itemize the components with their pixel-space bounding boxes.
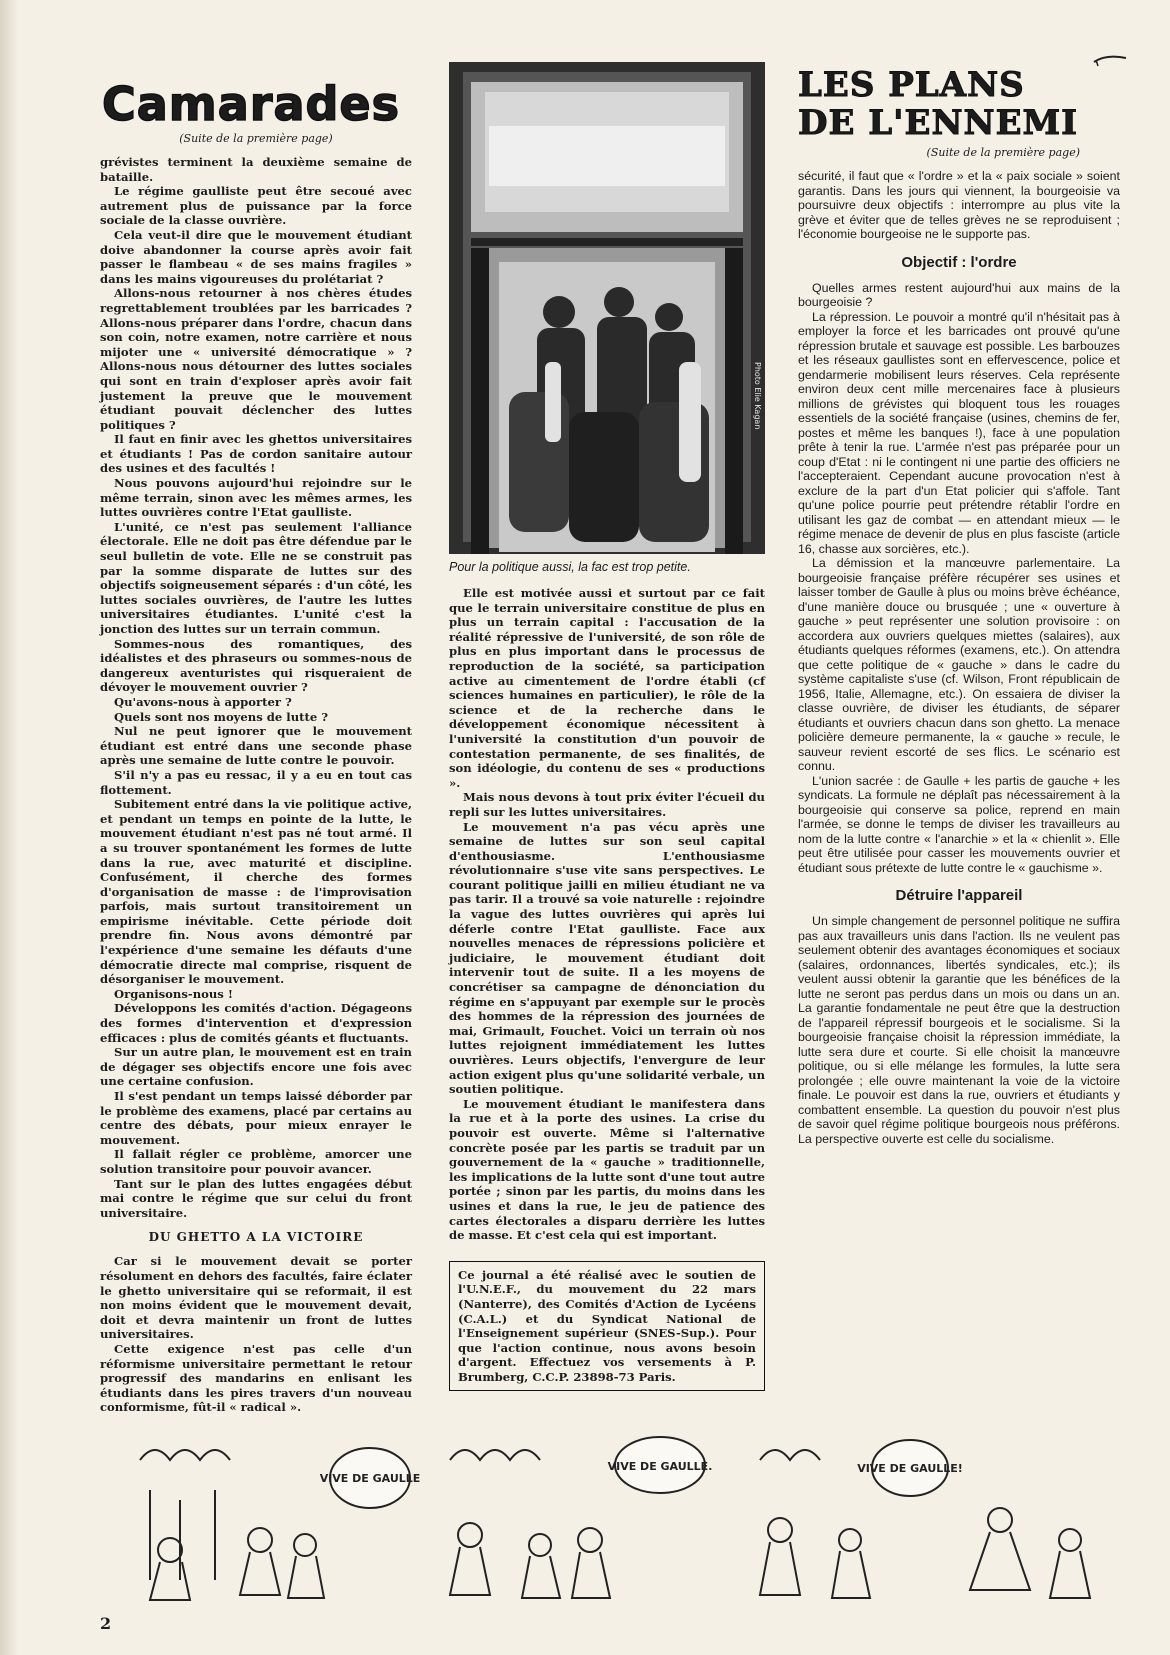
paragraph: Allons-nous retourner à nos chères études regrettablement troublées par les barricades ? Allons-nous préparer dans l'ordre, chacun dans son coin, notre examen, notre carrière et nous mijoter une « université démocratique » ? Allons-nous nous détourner des luttes sociales qui sont en train d'exploser après avoir fait justement la preuve que le mouvement étudiant pouvait déclencher des luttes politiques ?: [100, 286, 412, 432]
article-title-plans: [798, 66, 1120, 142]
photo-illustration: [449, 62, 765, 554]
paragraph: Le régime gaulliste peut être secoué avec autrement plus de puissance par la force sociale de la classe ouvrière.: [100, 184, 412, 228]
funding-notice-box: [449, 1261, 765, 1392]
photo-students-doorway: [449, 62, 765, 554]
funding-notice-text: Ce journal a été réalisé avec le soutien de l'U.N.E.F., du mouvement du 22 mars (Nanterre), des Comités d'Action de Lycéens (C.A.L.) et du Syndicat National de l'Enseignement supérieur (SNES-Sup.). Pour que l'action continue, nous avons besoin d'argent. Effectuez vos versements à P. Brumberg, C.C.P. 23898-73 Paris.: [458, 1267, 756, 1384]
paragraph: Sommes-nous des romantiques, des idéalistes et des phraseurs ou sommes-nous de dangereux aventuristes qui risqueraient de dévoyer le mouvement ouvrier ?: [100, 636, 412, 695]
page-fold-shadow: [0, 0, 18, 1655]
paragraph: L'union sacrée : de Gaulle + les partis de gauche + les syndicats. La formule ne déplaît pas nécessairement à la bourgeoisie qui conserve sa police, reprend en main l'armée, se donne le temps de diviser les travailleurs au nom de la lutte contre « l'anarchie » et la « chienlit ». Elle peut être utilisée pour casser les mouvements ouvrier et étudiant sous prétexte de lutte contre le « gauchisme ».: [798, 773, 1120, 875]
section-heading-objectif: Objectif : l'ordre: [901, 253, 1017, 271]
paragraph: La démission et la manœuvre parlementaire. La bourgeoisie française préfère récupérer ses usines et laisser tomber de Gaulle à plus ou moins brève échéance, d'une manière douce ou brusquée ; une « ouverture à gauche » peut représenter une solution provisoire : on accordera aux ouvriers quelques miettes (salaires), aux étudiants quelques réformes (examens, etc.). On attendra que cette politique de « gauche » dans le cadre du système capitaliste s'use (cf. Wilson, Front républicain de 1956, Italie, Allemagne, etc.). On essaiera de diviser la classe ouvrière, de diviser les étudiants, de séparer étudiants et ouvriers chacun dans son ghetto. La menace policière demeure permanente, la « gauche » recule, le sauveur revient escorté de ses flics. Le scénario est connu.: [798, 556, 1120, 773]
paragraph: Un simple changement de personnel politique ne suffira pas aux travailleurs unis dans l'action. Ils ne veulent pas seulement obtenir des avantages économiques et sociaux (salaires, ordonnances, libertés syndicales, etc.); ils veulent aussi obtenir la garantie que les bénéfices de la lutte ne seront pas perdus dans un mois ou dans un an. La garantie fondamentale ne peut être que la destruction de l'appareil répressif bourgeois et le socialisme. Si la bourgeoisie française choisit la répression immédiate, la lutte sera dure et courte. Si elle choisit la manœuvre politique, ou si elle mélange les formules, la lutte sera prolongée ; elle ouvre maintenant la voie de la victoire finale. Le pouvoir est dans la rue, ouvriers et étudiants y combattent ensemble. La question du pouvoir n'est plus de savoir quel régime politique bourgeois nous préférons. La perspective ouverte est celle du socialisme.: [798, 914, 1120, 1146]
cartoon-strip: [120, 1430, 1120, 1610]
paragraph: Quels sont nos moyens de lutte ?: [114, 709, 329, 724]
section-heading-ghetto: DU GHETTO A LA VICTOIRE: [148, 1230, 364, 1245]
paragraph: Le mouvement n'a pas vécu après une semaine de luttes sur son seul capital d'enthousiasme. L'enthousiasme révolutionnaire s'use vite sans perspectives. Le courant politique jailli en milieu étudiant ne va pas tarir. Il a trouvé sa voie naturelle : rejoindre la vague des luttes ouvrières qui après lui déferle contre l'Etat gaulliste. Face aux nouvelles menaces de répressions policière et judiciaire, le mouvement étudiant doit intervenir tout de suite. Il a les moyens de concrétiser sa campagne de dénonciation du régime en s'appuyant par exemple sur le procès des hommes de la répression des journées de mai, Grimault, Fouchet. Voici un terrain où nos luttes rejoignent immédiatement les luttes ouvrières. Leurs objectifs, l'envergure de leur action exigent plus qu'une solidarité verbale, un soutien politique.: [449, 819, 765, 1097]
title-line-1: LES PLANS: [798, 65, 1025, 105]
paragraph: Nul ne peut ignorer que le mouvement étudiant est entré dans une seconde phase après une semaine de lutte contre le pouvoir.: [100, 724, 412, 768]
paragraph: La répression. Le pouvoir a montré qu'il n'hésitait pas à employer la force et les barricades ont prouvé qu'une répression brutale et sauvage est possible. Les barbouzes et les réseaux gaullistes sont en effervescence, police et gendarmerie mobilisent leurs réserves. Cela représente environ deux cent mille mercenaires face à plusieurs millions de grévistes qui bloquent tous les rouages essentiels de la société française (usines, chemins de fer, postes et même les banques !), face à une population prête à tenir la rue. L'armée n'est pas préparée pour un coup d'Etat : ni le contingent ni une partie des officiers ne l'accepteraient. Cependant aucune provocation n'est à exclure de la part d'un Etat policier qui s'affole. Tant qu'une police pourrie peut prétendre rétablir l'ordre en utilisant les gaz de combat — en attendant mieux — le régime menace de devenir de plus en plus fasciste (article 16, chasse aux sorcières, etc.).: [798, 309, 1120, 556]
paragraph: Cela veut-il dire que le mouvement étudiant doive abandonner la course après avoir fait passer le flambeau « de ses mains fragiles » dans les mains vigoureuses du prolétariat ?: [100, 227, 412, 286]
article-body-detruire: [798, 914, 1120, 1146]
paragraph: grévistes terminent la deuxième semaine de bataille.: [100, 155, 412, 184]
paragraph: Il fallait régler ce problème, amorcer une solution transitoire pour pouvoir avancer.: [100, 1147, 412, 1176]
column-camarades: [100, 62, 412, 1415]
paragraph: Quelles armes restent aujourd'hui aux mains de la bourgeoisie ?: [798, 280, 1120, 309]
title-line-2: DE L'ENNEMI: [798, 103, 1079, 143]
continued-note: (Suite de la première page): [926, 146, 1080, 159]
paragraph: Mais nous devons à tout prix éviter l'écueil du repli sur les luttes universitaires.: [449, 790, 765, 819]
speech-bubble-2: VIVE DE GAULLE.: [607, 1460, 713, 1473]
photo-caption: Pour la politique aussi, la fac est trop petite.: [449, 560, 691, 574]
paragraph: Il s'est pendant un temps laissé déborder par le problème des examens, placé par certains au centre des débats, pour mieux enrayer le mouvement.: [100, 1089, 412, 1147]
article-body-part2: [100, 1254, 412, 1415]
speech-bubble-3: VIVE DE GAULLE!: [857, 1462, 963, 1475]
speech-bubble-1: VIVE DE GAULLE: [319, 1472, 421, 1485]
page-number: 2: [100, 1614, 112, 1633]
paragraph: Car si le mouvement devait se porter résolument en dehors des facultés, faire éclater le ghetto universitaire qui se reformait, il est non moins évident que le mouvement devait, doit et devra maintenir un front de luttes universitaires.: [100, 1254, 412, 1342]
paragraph: Qu'avons-nous à apporter ?: [114, 694, 292, 709]
article-body-part1: [100, 155, 412, 1220]
photo-credit: Photo Elie Kagan: [753, 362, 762, 430]
article-title-camarades: Camarades: [102, 77, 401, 131]
paragraph: Nous pouvons aujourd'hui rejoindre sur le même terrain, sinon avec les mêmes armes, les luttes ouvrières contre l'Etat gaulliste.: [100, 476, 412, 520]
paragraph: Cette exigence n'est pas celle d'un réformisme universitaire permettant le retour progressif des mandarins en enlisant les étudiants dans les pires travers d'un nouveau conformisme, fût-il « radical ».: [100, 1341, 412, 1415]
article-body-objectif: [798, 281, 1120, 876]
paragraph: Développons les comités d'action. Dégageons des formes d'intervention et d'expression efficaces : plus de comités géants et fluctuants.: [100, 1001, 412, 1045]
paragraph: Il faut en finir avec les ghettos universitaires et étudiants ! Pas de cordon sanitaire autour des usines et des facultés !: [100, 432, 412, 476]
paragraph: Elle est motivée aussi et surtout par ce fait que le terrain universitaire constitue de plus en plus un terrain capital : l'accusation de la réalité répressive de l'université, de son rôle de plus en plus important dans le processus de reproduction de la société, sa participation active au cimentement de l'ordre établi (cf sciences humaines en particulier), le rôle de la science et de la recherche dans le développement économique nécessitent à l'université la constitution d'un pouvoir de contestation permanente, de ses finalités, de son idéologie, du contenu de ses « productions ».: [449, 586, 765, 790]
paragraph: Tant sur le plan des luttes engagées début mai contre le régime que sur celui du front universitaire.: [100, 1176, 412, 1220]
paragraph: S'il n'y a pas eu ressac, il y a eu en tout cas flottement.: [100, 767, 412, 797]
section-heading-detruire: Détruire l'appareil: [895, 887, 1023, 904]
paragraph: Subitement entré dans la vie politique active, et pendant un temps en pointe de la lutte, le mouvement étudiant n'est pas né tout armé. Il a su trouver spontanément les formes de lutte dans la rue, avec maturité et discipline. Confusément, il cherche des formes d'organisation de masse : de l'improvisation parfois, mais surtout transitoirement un empirisme inévitable. Cette période doit prendre fin. Nous avons démontré par l'expérience d'une semaine les défauts d'une démocratie directe mal comprise, risquent de désorganiser le mouvement.: [100, 797, 412, 987]
article-body-middle: [449, 586, 765, 1243]
intro-paragraph: sécurité, il faut que « l'ordre » et la « paix sociale » soient garantis. Dans les jours qui viennent, la bourgeoisie va poursuivre deux objectifs : interrompre au plus vite la grève et éviter que de telles grèves ne se reproduisent ; l'économie bourgeoise ne le supporte pas.: [798, 169, 1120, 241]
paragraph: L'unité, ce n'est pas seulement l'alliance électorale. Elle ne doit pas être défendue par le seul bulletin de vote. Elle ne se construit pas par la somme disparate de luttes sur des objectifs soigneusement séparés : d'un côté, les luttes sociales ouvrières, de l'autre les luttes universitaires étudiantes. L'unité c'est la jonction des luttes sur un terrain commun.: [100, 519, 412, 636]
paragraph: Le mouvement étudiant le manifestera dans la rue et à la porte des usines. La crise du pouvoir est ouverte. Même si l'alternative concrète posée par les partis se traduit par un gouvernement de la « gauche » traditionnelle, les implications de la lutte sont d'une tout autre portée ; sinon par les partis, du moins dans les usines et dans la rue, le jeu de patience des cartes électorales a disparu derrière les luttes de masse. Et c'est cela qui est important.: [449, 1096, 765, 1243]
column-plans-ennemi: [798, 62, 1120, 1392]
column-middle: [449, 62, 765, 1392]
paragraph: Organisons-nous !: [114, 986, 233, 1001]
continued-note: (Suite de la première page): [179, 132, 333, 145]
paragraph: Sur un autre plan, le mouvement est en train de dégager ses objectifs encore une fois avec une certaine confusion.: [100, 1045, 412, 1089]
